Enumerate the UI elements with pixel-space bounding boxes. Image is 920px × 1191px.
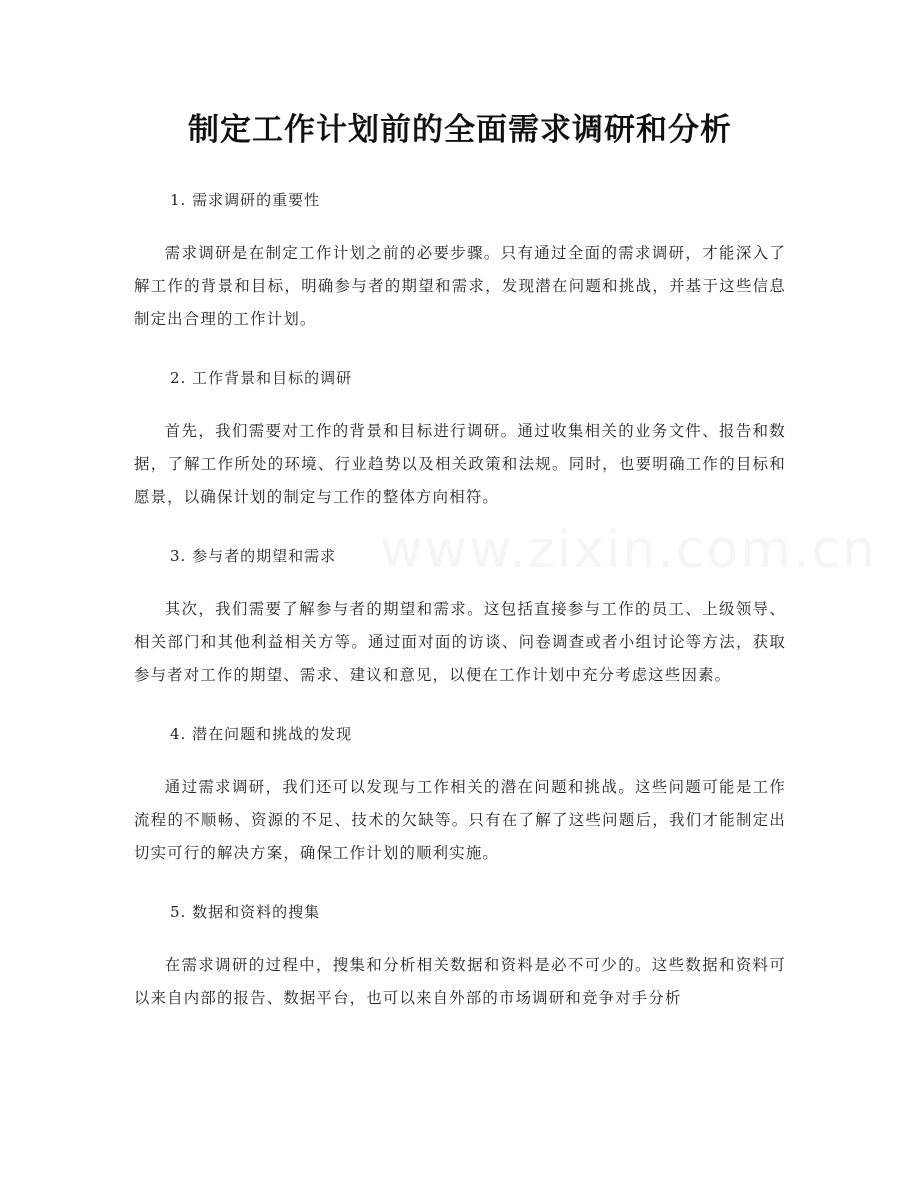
- watermark: www.zixin.com.cn: [380, 520, 877, 580]
- section-paragraph-1: 需求调研是在制定工作计划之前的必要步骤。只有通过全面的需求调研，才能深入了解工作的背景和目标，明确参与者的期望和需求，发现潜在问题和挑战，并基于这些信息制定出合理的工作计划。: [134, 244, 786, 328]
- section-paragraph-3: 其次，我们需要了解参与者的期望和需求。这包括直接参与工作的员工、上级领导、相关部门和其他利益相关方等。通过面对面的访谈、问卷调查或者小组讨论等方法，获取参与者对工作的期望、需求、建议和意见，以便在工作计划中充分考虑这些因素。: [134, 600, 786, 684]
- section-heading-5: 5. 数据和资料的搜集: [170, 903, 321, 921]
- section-paragraph-5: 在需求调研的过程中，搜集和分析相关数据和资料是必不可少的。这些数据和资料可以来自内部的报告、数据平台，也可以来自外部的市场调研和竞争对手分析: [134, 956, 786, 1007]
- section-heading-1: 1. 需求调研的重要性: [170, 191, 321, 209]
- section-heading-3: 3. 参与者的期望和需求: [170, 547, 337, 565]
- section-paragraph-4: 通过需求调研，我们还可以发现与工作相关的潜在问题和挑战。这些问题可能是工作流程的不顺畅、资源的不足、技术的欠缺等。只有在了解了这些问题后，我们才能制定出切实可行的解决方案，确保工作计划的顺利实施。: [134, 778, 786, 862]
- document-title: 制定工作计划前的全面需求调研和分析: [188, 112, 732, 148]
- section-heading-2: 2. 工作背景和目标的调研: [170, 369, 353, 387]
- document-body: [134, 182, 786, 1015]
- section-heading-4: 4. 潜在问题和挑战的发现: [170, 725, 353, 743]
- section-paragraph-2: 首先，我们需要对工作的背景和目标进行调研。通过收集相关的业务文件、报告和数据，了解工作所处的环境、行业趋势以及相关政策和法规。同时，也要明确工作的目标和愿景，以确保计划的制定与工作的整体方向相符。: [134, 422, 786, 506]
